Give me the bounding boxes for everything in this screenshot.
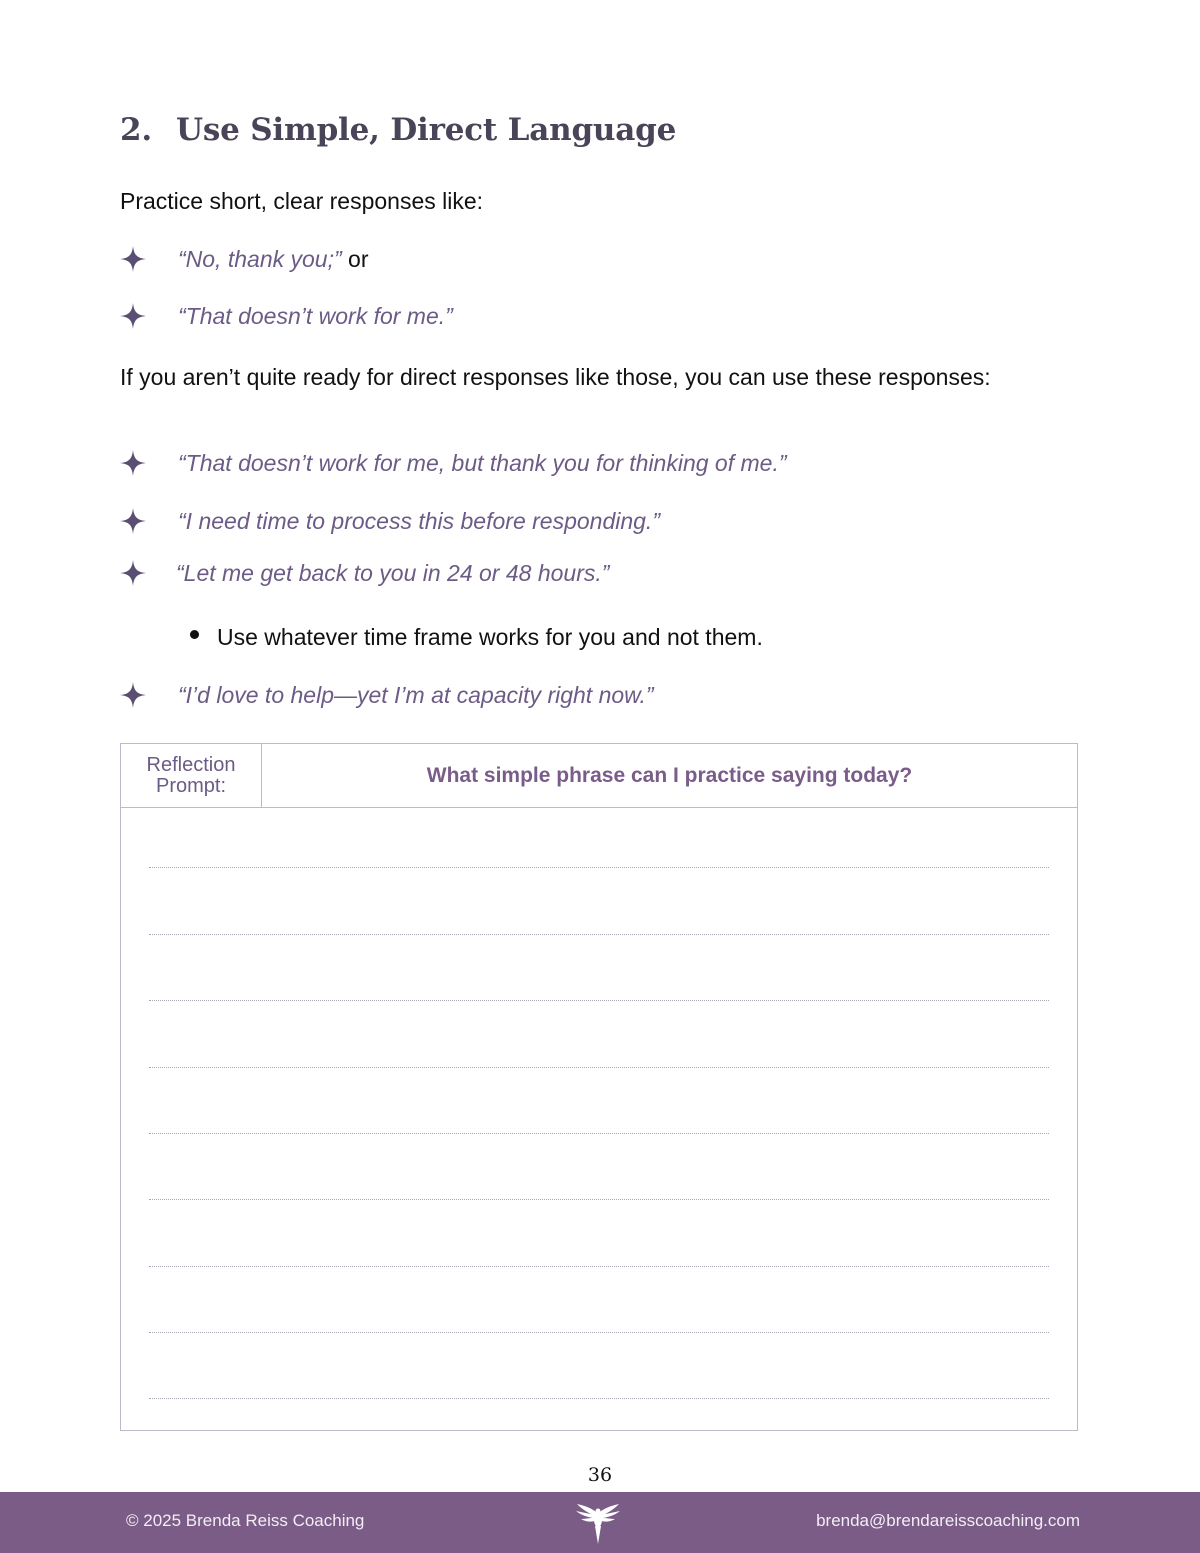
- section-number: 2.: [120, 112, 152, 148]
- quote-text: “That doesn’t work for me, but thank you for thinking of me.”: [178, 450, 787, 476]
- four-point-star-icon: [120, 682, 146, 708]
- four-point-star-icon: [120, 508, 146, 534]
- reflection-question: What simple phrase can I practice saying today?: [426, 763, 913, 787]
- quote-text: “I’d love to help—yet I’m at capacity right now.”: [178, 682, 654, 708]
- quote-text: “That doesn’t work for me.”: [178, 303, 453, 329]
- page-footer: [0, 1492, 1200, 1553]
- writing-line[interactable]: [149, 867, 1049, 868]
- writing-line[interactable]: [149, 1199, 1049, 1200]
- section-title: Use Simple, Direct Language: [176, 112, 677, 148]
- reflection-label-line2: Prompt:: [155, 774, 227, 797]
- reflection-label-line1: Reflection: [146, 753, 236, 776]
- reflection-header: [121, 744, 1077, 808]
- paragraph-text: If you aren’t quite ready for direct responses like those, you can use these responses:: [120, 364, 991, 390]
- section-heading: [120, 112, 676, 148]
- writing-line[interactable]: [149, 1332, 1049, 1333]
- writing-line[interactable]: [149, 1133, 1049, 1134]
- footer-copyright: © 2025 Brenda Reiss Coaching: [126, 1511, 365, 1530]
- footer-email[interactable]: brenda@brendareisscoaching.com: [816, 1511, 1080, 1530]
- reflection-label: [121, 744, 262, 807]
- page-number: 36: [587, 1464, 613, 1486]
- phoenix-logo-icon: [573, 1500, 623, 1546]
- quote-text: “I need time to process this before responding.”: [178, 508, 660, 534]
- sub-list-text: Use whatever time frame works for you and not them.: [217, 624, 763, 650]
- sub-list-item: [190, 624, 763, 651]
- four-point-star-icon: [120, 246, 146, 272]
- writing-line[interactable]: [149, 1398, 1049, 1399]
- writing-line[interactable]: [149, 934, 1049, 935]
- quote-text: “No, thank you;”: [178, 246, 342, 272]
- reflection-box: [120, 743, 1078, 1431]
- four-point-star-icon: [120, 450, 146, 476]
- four-point-star-icon: [120, 560, 146, 586]
- quote-suffix: or: [341, 246, 369, 272]
- writing-line[interactable]: [149, 1067, 1049, 1068]
- four-point-star-icon: [120, 303, 146, 329]
- writing-line[interactable]: [149, 1266, 1049, 1267]
- intro-text: Practice short, clear responses like:: [120, 188, 484, 214]
- writing-line[interactable]: [149, 1000, 1049, 1001]
- bullet-dot-icon: [190, 630, 199, 639]
- quote-text: “Let me get back to you in 24 or 48 hours.”: [176, 560, 610, 586]
